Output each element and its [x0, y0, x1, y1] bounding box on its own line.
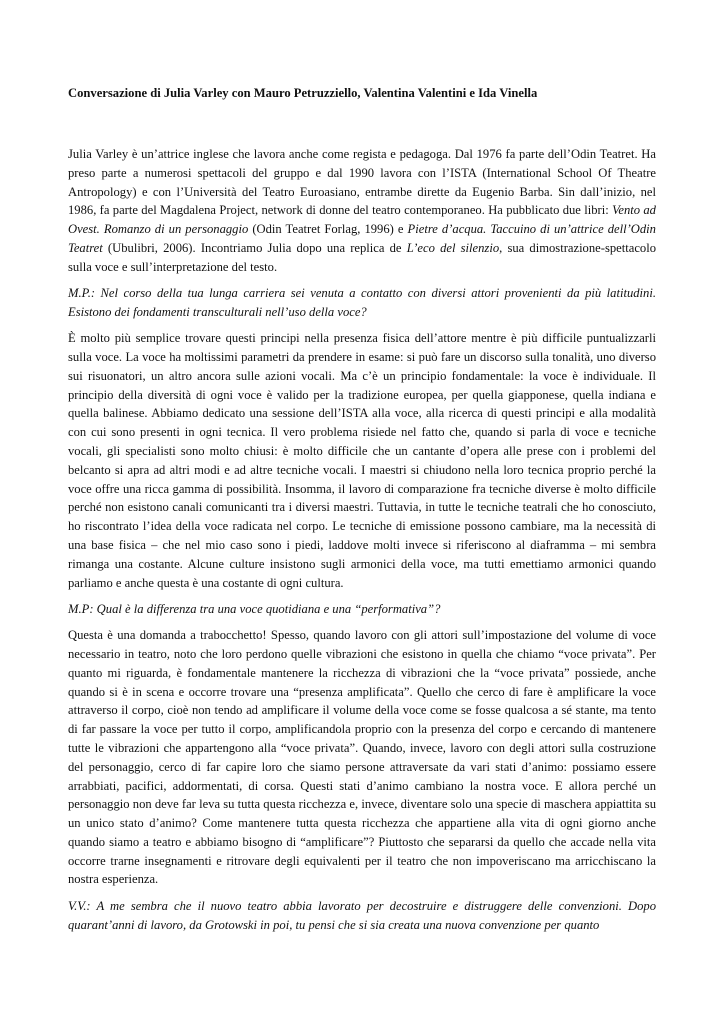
intro-text: , sua dimostrazione-spettacolo sulla voce e sull’interpretazione del testo.: [68, 240, 656, 274]
question-paragraph: M.P: Qual è la differenza tra una voce quotidiana e una “performativa”?: [68, 601, 441, 616]
question-paragraph: V.V.: A me sembra che il nuovo teatro abbia lavorato per decostruire e distruggere delle convenzioni. Dopo quarant’anni di lavoro, da Grotowski in poi, tu pensi che si sia creata una nuova convenzione per quanto: [68, 898, 656, 932]
italic-title-text: Vento ad Ovest. Romanzo di un personaggio: [68, 203, 656, 237]
answer-paragraph: È molto più semplice trovare questi principi nella presenza fisica dell’attore mentre è più difficile puntualizzarli sulla voce. La voce ha moltissimi parametri da prendere in esame: si può fare un discorso sulla tonalità, uno diverso sui risuonatori, un altro ancora sulle azioni vocali. Ma c’è un principio fondamentale: la voce è individuale. Il principio della diversità di ogni voce è valido per la tradizione europea, per quella giapponese, quella indiana e quella balinese. Abbiamo dedicato una sessione dell’ISTA alla voce, alla ricerca di questi principi e alla modalità con cui sono presenti in ogni tecnica. Il vero problema risiede nel fatto che, quando si parla di voce e tecniche vocali, gli specialisti sono molto chiusi: è molto difficile che un cantante d’opera alle prese con i problemi del belcanto si apra ad altri modi e ad altre tecniche vocali. I maestri si chiudono nella loro tecnica proprio perché la voce offre una ricca gamma di possibilità. Insomma, il lavoro di comparazione fra tecniche diverse è molto difficile perché non esistono canali comunicanti tra i diversi maestri. Tuttavia, in tutte le tecniche teatrali che ho conosciuto, ho riscontrato l’idea della voce radicata nel corpo. Le tecniche di emissione possono cambiare, ma la necessità di una base fisica – che nel mio caso sono i piedi, laddove molti invece si riferiscono al diaframma – mi sembra rimanga una costante. Alcune culture insistono sugli armonici della voce, ma tutti emettiamo armonici quando parliamo e anche questa è una costante di ogni cultura.: [68, 331, 656, 590]
answer-paragraph: Questa è una domanda a trabocchetto! Spesso, quando lavoro con gli attori sull’impostazione del volume di voce necessario in teatro, noto che loro perdono quelle vibrazioni che esistono in quella che chiamo “voce privata”. Per quanto mi riguarda, è fondamentale mantenere la ricchezza di vibrazioni che la “voce privata” possiede, anche quando si è in scena e occorre trovare una “presenza amplificata”. Quello che cerco di fare è amplificare la voce attraverso il corpo, cioè non tendo ad amplificare il volume della voce come se fosse qualcosa a sé stante, ma tento di far passare la voce per tutto il corpo, amplificandola proprio con la presenza del corpo e cercando di mantenere tutte le vibrazioni che appartengono alla “voce privata”. Quando, invece, lavoro con degli attori sulla costruzione del personaggio, cerco di far capire loro che siamo persone attraversate da vari stati d’animo: possiamo essere arrabbiati, pacifici, addormentati, di corsa. Questi stati d’animo cambiano la nostra voce. E allora perché un personaggio non deve far leva su tutta questa ricchezza e, invece, diventare solo una specie di maschera appiattita su un unico stato d’animo? Come mantenere tutta questa ricchezza che appartiene alla vita di ogni giorno anche quando siamo a teatro e abbiamo bisogno di “amplificare”? Piuttosto che separarsi da quello che accade nella vita occorre trarne insegnamenti e ritrovare degli equivalenti per il teatro che non impoveriscano ma arricchiscano la nostra esperienza.: [68, 628, 656, 887]
italic-title-text: L’eco del silenzio: [406, 240, 500, 255]
intro-text: (Ubulibri, 2006). Incontriamo Julia dopo una replica de: [102, 240, 407, 255]
intro-text: Julia Varley è un’attrice inglese che lavora anche come regista e pedagoga. Dal 1976 fa parte dell’Odin Teatret. Ha preso parte a numerosi spettacoli del gruppo e dal 1990 lavora con l’ISTA (International School Of Theatre Antropology) e con l’Università del Teatro Euroasiano, entrambe dirette da Eugenio Barba. Sin dall’inizio, nel 1986, fa parte del Magdalena Project, network di donne del teatro contemporaneo. Ha pubblicato due libri:: [68, 147, 656, 218]
italic-title-text: Pietre d’acqua. Taccuino di un’attrice dell’Odin Teatret: [68, 222, 656, 255]
document-body: [68, 145, 656, 942]
intro-text: (Odin Teatret Forlag, 1996) e: [248, 222, 408, 237]
document-title: Conversazione di Julia Varley con Mauro Petruzziello, Valentina Valentini e Ida Vinella: [68, 86, 538, 100]
question-paragraph: M.P.: Nel corso della tua lunga carriera sei venuta a contatto con diversi attori provenienti da più latitudini. Esistono dei fondamenti transculturali nell’uso della voce?: [68, 286, 656, 319]
intro-paragraph: [68, 145, 656, 277]
